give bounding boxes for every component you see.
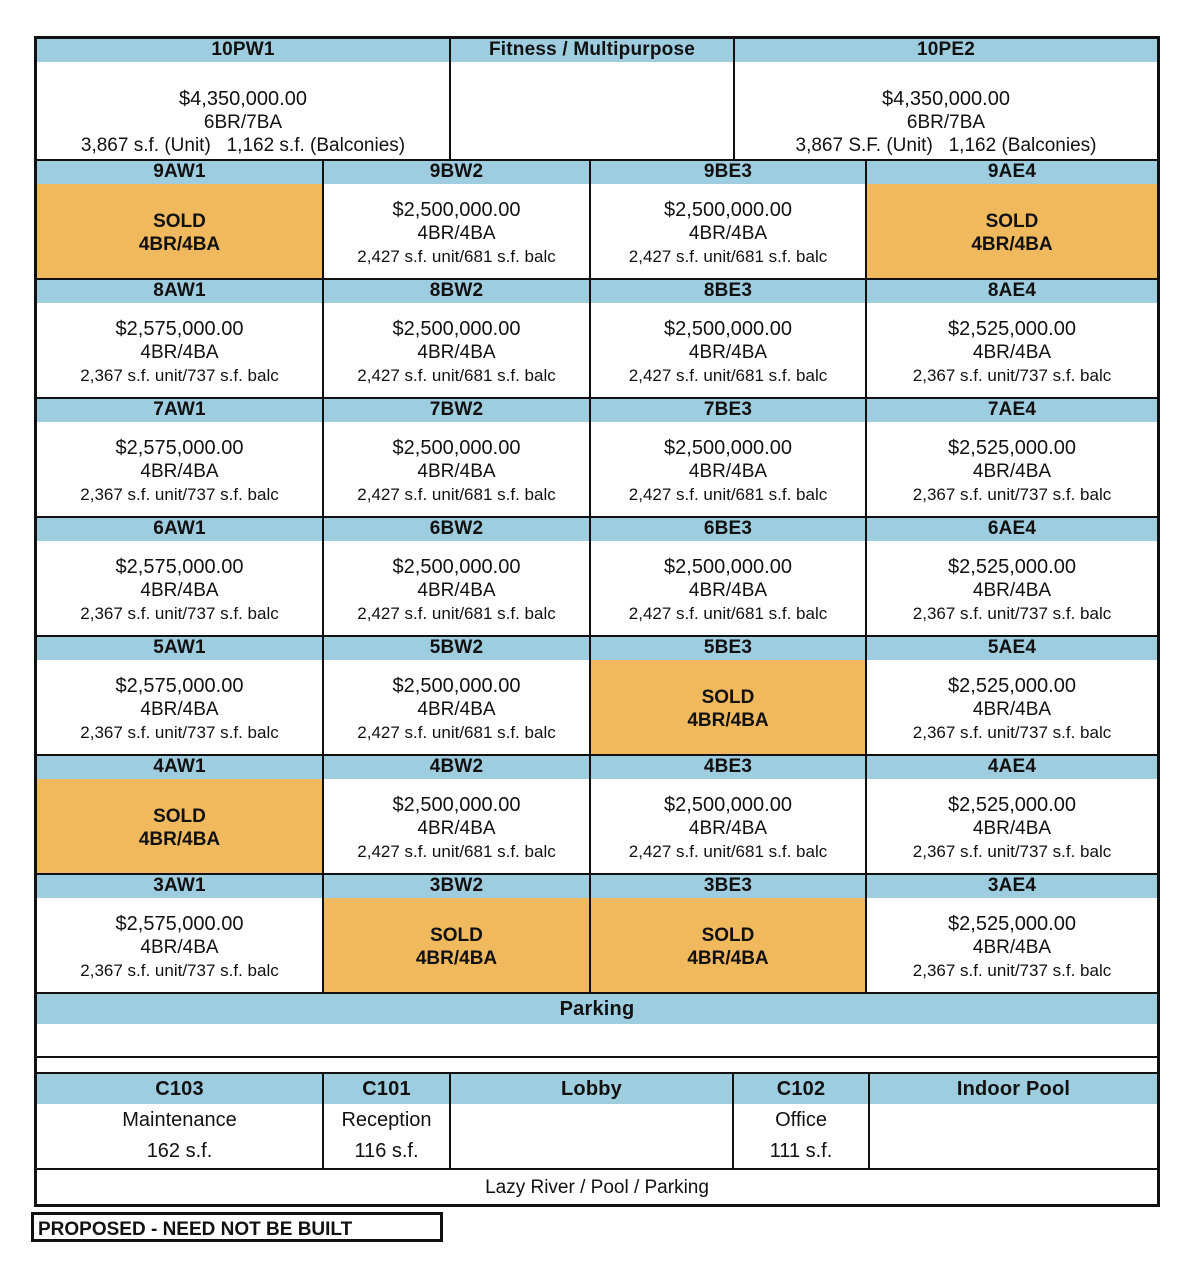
sold-unit-details (867, 184, 1157, 278)
unit-beds: 6BR/7BA (906, 112, 986, 133)
unit-price: $2,500,000.00 (664, 793, 792, 816)
unit-details (591, 779, 865, 873)
room-size: 111 s.f. (769, 1140, 833, 1162)
room-size: 162 s.f. (146, 1140, 213, 1162)
unit-cell-3BW2 (324, 875, 591, 994)
unit-number: 4AE4 (867, 756, 1157, 779)
unit-size: 2,427 s.f. unit/681 s.f. balc (357, 603, 556, 623)
unit-cell-7BE3 (591, 399, 867, 518)
unit-cell-9BW2 (324, 161, 591, 280)
unit-details (37, 422, 322, 516)
unit-price: $2,500,000.00 (664, 555, 792, 578)
unit-beds: 4BR/4BA (140, 460, 219, 482)
unit-price: $2,500,000.00 (392, 436, 521, 459)
room-details (37, 1104, 322, 1168)
unit-cell-5AW1 (37, 637, 324, 756)
unit-number: 9BE3 (591, 161, 865, 184)
floor-row (34, 280, 1160, 399)
unit-cell-6AW1 (37, 518, 324, 637)
unit-details (867, 303, 1157, 397)
unit-number: 9AE4 (867, 161, 1157, 184)
unit-beds: 4BR/4BA (417, 222, 496, 244)
unit-size: 2,427 s.f. unit/681 s.f. balc (357, 841, 556, 861)
sold-unit-details (37, 184, 322, 278)
unit-number: 5AW1 (37, 637, 322, 660)
unit-details (324, 660, 589, 754)
unit-cell-7BW2 (324, 399, 591, 518)
unit-number: 3BW2 (324, 875, 589, 898)
unit-number: 5BE3 (591, 637, 865, 660)
room-size: 116 s.f. (354, 1140, 419, 1162)
unit-number: 9BW2 (324, 161, 589, 184)
unit-details (37, 660, 322, 754)
unit-price: $2,575,000.00 (115, 912, 244, 935)
unit-number: 3AE4 (867, 875, 1157, 898)
unit-price: $2,500,000.00 (392, 317, 521, 340)
unit-number: 8AW1 (37, 280, 322, 303)
unit-beds: 4BR/4BA (687, 948, 769, 969)
unit-cell-9AW1 (37, 161, 324, 280)
floor-row (34, 161, 1160, 280)
unit-number: 6AE4 (867, 518, 1157, 541)
fitness-label: Fitness / Multipurpose (451, 39, 733, 62)
floor-row (34, 756, 1160, 875)
unit-size: 2,427 s.f. unit/681 s.f. balc (628, 841, 828, 861)
unit-price: $2,500,000.00 (392, 793, 521, 816)
unit-cell-5BE3 (591, 637, 867, 756)
unit-cell-8AE4 (867, 280, 1157, 399)
ground-row (34, 1074, 1160, 1170)
unit-beds: 4BR/4BA (972, 460, 1052, 482)
unit-status: SOLD (985, 211, 1039, 232)
lazy-river-cell (37, 1170, 1157, 1204)
unit-number: 8AE4 (867, 280, 1157, 303)
unit-size: 2,367 s.f. unit/737 s.f. balc (912, 960, 1112, 980)
unit-beds: 4BR/4BA (415, 948, 498, 969)
unit-status: SOLD (153, 806, 206, 827)
unit-details (867, 898, 1157, 992)
penthouse-row (34, 36, 1160, 161)
unit-cell-4BE3 (591, 756, 867, 875)
unit-beds: 4BR/4BA (688, 817, 768, 839)
unit-floors (34, 161, 1160, 994)
unit-beds: 4BR/4BA (972, 341, 1052, 363)
unit-cell-7AW1 (37, 399, 324, 518)
parking-body (37, 1024, 1157, 1056)
unit-cell-9BE3 (591, 161, 867, 280)
unit-size: 2,367 s.f. unit/737 s.f. balc (80, 603, 279, 623)
unit-size: 2,427 s.f. unit/681 s.f. balc (357, 246, 556, 266)
unit-beds: 4BR/4BA (972, 817, 1052, 839)
unit-details (324, 779, 589, 873)
unit-size: 3,867 S.F. (Unit) 1,162 (Balconies) (795, 135, 1097, 156)
unit-number: 4BW2 (324, 756, 589, 779)
unit-number: 7BE3 (591, 399, 865, 422)
unit-details (867, 541, 1157, 635)
unit-price: $2,525,000.00 (948, 317, 1076, 340)
unit-size: 2,367 s.f. unit/737 s.f. balc (80, 960, 279, 980)
unit-price: $2,575,000.00 (115, 317, 244, 340)
unit-size: 2,427 s.f. unit/681 s.f. balc (628, 246, 828, 266)
lazy-river-label: Lazy River / Pool / Parking (485, 1176, 709, 1198)
spacer (34, 1058, 1160, 1074)
unit-number: 6BW2 (324, 518, 589, 541)
unit-details (735, 62, 1157, 159)
unit-beds: 4BR/4BA (417, 341, 496, 363)
unit-number: 7AE4 (867, 399, 1157, 422)
unit-beds: 4BR/4BA (138, 829, 221, 850)
floor-plan-sheet (34, 36, 1160, 1207)
unit-size: 3,867 s.f. (Unit) 1,162 s.f. (Balconies) (80, 135, 406, 156)
unit-beds: 4BR/4BA (138, 234, 221, 255)
unit-beds: 4BR/4BA (687, 710, 769, 731)
unit-size: 2,427 s.f. unit/681 s.f. balc (628, 365, 828, 385)
unit-size: 2,427 s.f. unit/681 s.f. balc (357, 365, 556, 385)
room-name: Maintenance (122, 1109, 237, 1131)
unit-number: 3BE3 (591, 875, 865, 898)
unit-cell-10PE2 (735, 39, 1157, 161)
sold-unit-details (37, 779, 322, 873)
unit-cell-3BE3 (591, 875, 867, 994)
unit-details (324, 184, 589, 278)
unit-cell-5BW2 (324, 637, 591, 756)
floor-row (34, 399, 1160, 518)
unit-details (867, 422, 1157, 516)
unit-details (591, 184, 865, 278)
unit-status: SOLD (701, 687, 755, 708)
unit-beds: 4BR/4BA (972, 936, 1052, 958)
room-code: C101 (324, 1074, 449, 1104)
room-code: Indoor Pool (870, 1074, 1157, 1104)
unit-beds: 4BR/4BA (140, 341, 219, 363)
unit-price: $2,500,000.00 (392, 674, 521, 697)
proposed-note: PROPOSED - NEED NOT BE BUILT (31, 1212, 443, 1242)
unit-size: 2,367 s.f. unit/737 s.f. balc (80, 484, 279, 504)
unit-details (324, 422, 589, 516)
unit-beds: 4BR/4BA (417, 817, 496, 839)
unit-details (37, 303, 322, 397)
unit-size: 2,367 s.f. unit/737 s.f. balc (912, 722, 1112, 742)
floor-row (34, 637, 1160, 756)
unit-beds: 4BR/4BA (417, 698, 496, 720)
unit-price: $2,525,000.00 (948, 436, 1076, 459)
parking-label: Parking (37, 994, 1157, 1024)
unit-details (324, 541, 589, 635)
unit-details (37, 541, 322, 635)
unit-size: 2,427 s.f. unit/681 s.f. balc (357, 722, 556, 742)
unit-beds: 4BR/4BA (688, 222, 768, 244)
room-cell-C102 (734, 1074, 870, 1170)
unit-price: $2,525,000.00 (948, 793, 1076, 816)
unit-number: 4BE3 (591, 756, 865, 779)
unit-beds: 4BR/4BA (140, 936, 219, 958)
room-name: Office (775, 1109, 827, 1131)
unit-beds: 4BR/4BA (971, 234, 1053, 255)
unit-cell-4AE4 (867, 756, 1157, 875)
unit-cell-6BE3 (591, 518, 867, 637)
unit-price: $4,350,000.00 (179, 88, 307, 110)
unit-number: 7AW1 (37, 399, 322, 422)
unit-price: $2,575,000.00 (115, 436, 244, 459)
unit-size: 2,427 s.f. unit/681 s.f. balc (628, 603, 828, 623)
unit-cell-4AW1 (37, 756, 324, 875)
unit-cell-8BW2 (324, 280, 591, 399)
unit-cell-8AW1 (37, 280, 324, 399)
unit-details (591, 303, 865, 397)
floor-row (34, 518, 1160, 637)
sold-unit-details (591, 660, 865, 754)
unit-number: 8BE3 (591, 280, 865, 303)
unit-details (37, 898, 322, 992)
unit-beds: 4BR/4BA (688, 460, 768, 482)
unit-price: $2,500,000.00 (664, 317, 792, 340)
unit-cell-6BW2 (324, 518, 591, 637)
unit-status: SOLD (701, 925, 755, 946)
unit-price: $2,575,000.00 (115, 555, 244, 578)
unit-number: 3AW1 (37, 875, 322, 898)
room-cell-lobby (451, 1074, 734, 1170)
fitness-body (451, 62, 733, 159)
unit-size: 2,427 s.f. unit/681 s.f. balc (628, 484, 828, 504)
unit-beds: 6BR/7BA (203, 112, 283, 133)
unit-beds: 4BR/4BA (972, 579, 1052, 601)
unit-number: 10PE2 (735, 39, 1157, 62)
unit-details (591, 422, 865, 516)
unit-number: 4AW1 (37, 756, 322, 779)
unit-number: 7BW2 (324, 399, 589, 422)
unit-cell-7AE4 (867, 399, 1157, 518)
unit-price: $4,350,000.00 (882, 88, 1010, 110)
room-cell-C103 (37, 1074, 324, 1170)
unit-size: 2,427 s.f. unit/681 s.f. balc (357, 484, 556, 504)
unit-details (591, 541, 865, 635)
room-name: Reception (341, 1109, 432, 1131)
unit-number: 6BE3 (591, 518, 865, 541)
unit-cell-5AE4 (867, 637, 1157, 756)
unit-size: 2,367 s.f. unit/737 s.f. balc (912, 484, 1112, 504)
room-code: Lobby (451, 1074, 732, 1104)
sold-unit-details (591, 898, 865, 992)
unit-price: $2,525,000.00 (948, 555, 1076, 578)
room-code: C102 (734, 1074, 868, 1104)
unit-beds: 4BR/4BA (140, 698, 219, 720)
unit-number: 9AW1 (37, 161, 322, 184)
unit-size: 2,367 s.f. unit/737 s.f. balc (912, 603, 1112, 623)
unit-beds: 4BR/4BA (688, 341, 768, 363)
unit-number: 5AE4 (867, 637, 1157, 660)
unit-cell-6AE4 (867, 518, 1157, 637)
unit-beds: 4BR/4BA (688, 579, 768, 601)
lazy-river-row (34, 1170, 1160, 1207)
unit-cell-3AW1 (37, 875, 324, 994)
unit-number: 8BW2 (324, 280, 589, 303)
parking-cell (37, 994, 1157, 1058)
floor-row (34, 875, 1160, 994)
unit-details (37, 62, 449, 159)
unit-price: $2,525,000.00 (948, 912, 1076, 935)
unit-status: SOLD (153, 211, 206, 232)
unit-cell-3AE4 (867, 875, 1157, 994)
unit-size: 2,367 s.f. unit/737 s.f. balc (80, 722, 279, 742)
unit-beds: 4BR/4BA (417, 579, 496, 601)
room-cell-indoor-pool (870, 1074, 1157, 1170)
unit-cell-9AE4 (867, 161, 1157, 280)
unit-cell-8BE3 (591, 280, 867, 399)
room-details (870, 1104, 1157, 1168)
unit-details (867, 779, 1157, 873)
parking-row (34, 994, 1160, 1058)
unit-number: 6AW1 (37, 518, 322, 541)
sold-unit-details (324, 898, 589, 992)
fitness-cell (451, 39, 735, 161)
room-details (451, 1104, 732, 1168)
unit-price: $2,500,000.00 (664, 436, 792, 459)
unit-details (324, 303, 589, 397)
room-code: C103 (37, 1074, 322, 1104)
unit-beds: 4BR/4BA (140, 579, 219, 601)
unit-price: $2,575,000.00 (115, 674, 244, 697)
unit-size: 2,367 s.f. unit/737 s.f. balc (912, 841, 1112, 861)
unit-number: 5BW2 (324, 637, 589, 660)
room-details (324, 1104, 449, 1168)
unit-beds: 4BR/4BA (417, 460, 496, 482)
unit-details (867, 660, 1157, 754)
unit-price: $2,500,000.00 (392, 555, 521, 578)
unit-beds: 4BR/4BA (972, 698, 1052, 720)
unit-size: 2,367 s.f. unit/737 s.f. balc (80, 365, 279, 385)
unit-price: $2,525,000.00 (948, 674, 1076, 697)
unit-price: $2,500,000.00 (664, 198, 792, 221)
unit-status: SOLD (430, 925, 483, 946)
room-details (734, 1104, 868, 1168)
unit-price: $2,500,000.00 (392, 198, 521, 221)
unit-cell-4BW2 (324, 756, 591, 875)
unit-size: 2,367 s.f. unit/737 s.f. balc (912, 365, 1112, 385)
unit-number: 10PW1 (37, 39, 449, 62)
room-cell-C101 (324, 1074, 451, 1170)
unit-cell-10PW1 (37, 39, 451, 161)
